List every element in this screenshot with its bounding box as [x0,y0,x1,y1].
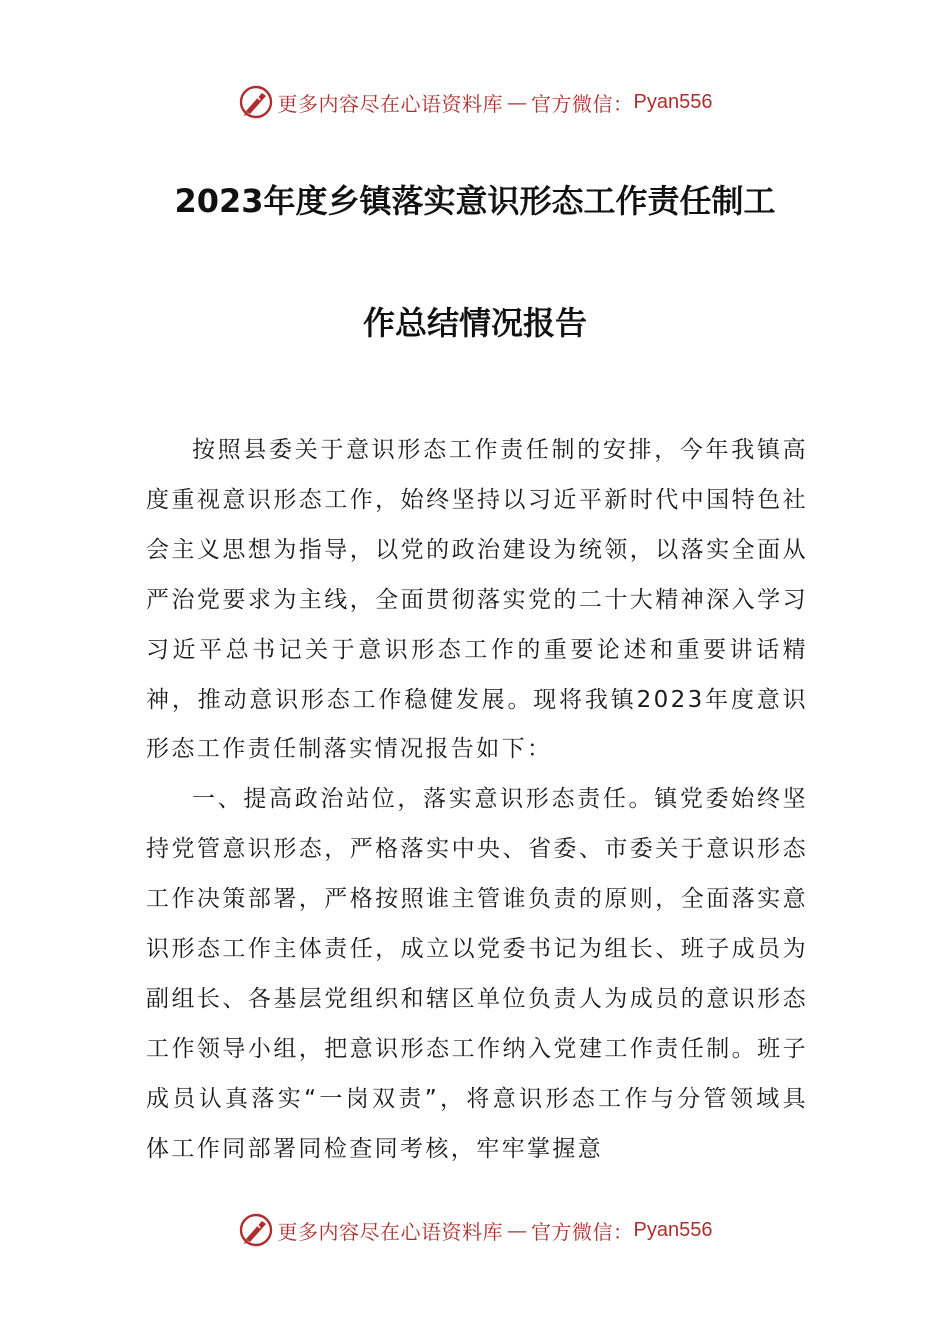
paragraph-section-1: 一、提高政治站位，落实意识形态责任。镇党委始终坚持党管意识形态，严格落实中央、省委、市委关于意识形态工作决策部署，严格按照谁主管谁负责的原则，全面落实意识形态工作主体责任，成立以党委书记为组长、班子成员为副组长、各基层党组织和辖区单位负责人为成员的意识形态工作领导小组，把意识形态工作纳入党建工作责任制。班子成员认真落实“一岗双责”，将意识形态工作与分管领域具体工作同部署同检查同考核，牢牢掌握意 [146,786,808,1162]
watermark-separator: — [507,1218,528,1242]
watermark-account-label: 官方微信： [531,91,634,116]
watermark-text: 更多内容尽在心语资料库 [277,1219,504,1244]
header-watermark [0,82,950,122]
watermark-separator: — [507,90,528,114]
paragraph-intro: 按照县委关于意识形态工作责任制的安排，今年我镇高度重视意识形态工作，始终坚持以习近平新时代中国特色社会主义思想为指导，以党的政治建设为统领，以落实全面从严治党要求为主线，全面贯彻落实党的二十大精神深入学习习近平总书记关于意识形态工作的重要论述和重要讲话精神，推动意识形态工作稳健发展。现将我镇2023年度意识形态工作责任制落实情况报告如下： [146,437,808,763]
watermark-text: 更多内容尽在心语资料库 [277,91,504,116]
document-title-line-1: 2023年度乡镇落实意识形态工作责任制工 [174,182,776,220]
pen-logo-icon [238,1212,274,1248]
document-title-line-2: 作总结情况报告 [362,304,587,342]
footer-watermark [0,1210,950,1250]
watermark-account-id: Pyan556 [633,1218,713,1241]
document-body [146,426,808,1175]
watermark-account-id: Pyan556 [633,90,713,113]
watermark-account-label: 官方微信： [531,1219,634,1244]
pen-logo-icon [238,84,274,120]
